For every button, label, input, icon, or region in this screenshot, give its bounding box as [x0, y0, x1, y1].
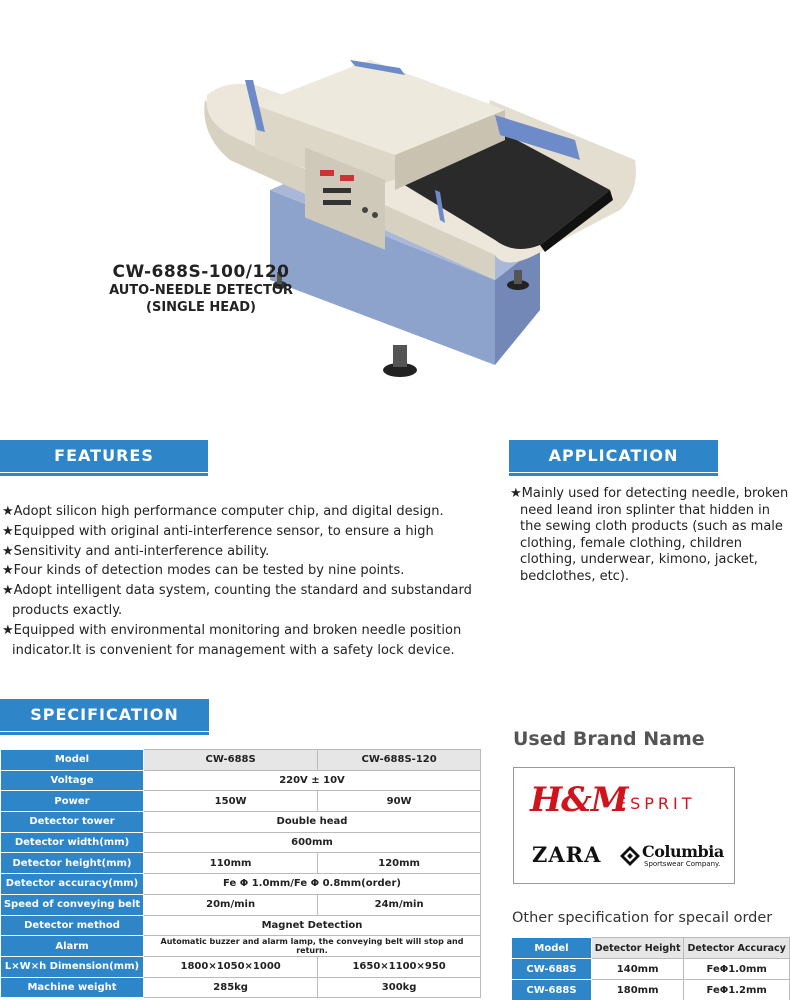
table-row [1, 770, 481, 791]
spec-value: 20m/min [144, 894, 318, 915]
feature-item: ★Adopt intelligent data system, counting the standard and substandard products exactly. [2, 583, 472, 618]
application-header [509, 440, 718, 472]
table-row [1, 936, 481, 957]
table-row [1, 894, 481, 915]
spec-label: Speed of conveying belt [1, 894, 144, 915]
brand-logos-box [513, 767, 735, 884]
other-header: Detector Accuracy [684, 938, 790, 959]
product-line-2: (SINGLE HEAD) [146, 300, 256, 315]
columbia-diamond-icon [620, 846, 640, 866]
spec-value: 110mm [144, 853, 318, 874]
spec-value: 150W [144, 791, 318, 812]
feature-item: ★Adopt silicon high performance computer chip, and digital design. [2, 504, 444, 519]
spec-value: 285kg [144, 977, 318, 998]
spec-value: Fe Φ 1.0mm/Fe Φ 0.8mm(order) [144, 874, 481, 895]
spec-value: 220V ± 10V [144, 770, 481, 791]
spec-label: Alarm [1, 936, 144, 957]
spec-label: Model [1, 750, 144, 771]
specification-table [0, 749, 481, 998]
other-model: CW-688S [512, 959, 592, 980]
spec-value: 90W [318, 791, 481, 812]
features-list [2, 502, 482, 660]
product-model: CW-688S-100/120 [112, 262, 290, 282]
feature-item: ★Sensitivity and anti-interference ability. [2, 543, 270, 559]
spec-value: 120mm [318, 853, 481, 874]
other-value: FeΦ1.2mm [684, 980, 790, 1000]
columbia-logo [620, 842, 730, 876]
spec-value: 1650×1100×950 [318, 956, 481, 977]
spec-label: Voltage [1, 770, 144, 791]
table-row [1, 915, 481, 936]
hm-logo: H&M [530, 780, 628, 820]
table-row [1, 750, 481, 771]
features-header [0, 440, 208, 472]
feature-item: ★Equipped with original anti-interference sensor, to ensure a high [2, 523, 434, 539]
table-row [1, 832, 481, 853]
table-row [1, 812, 481, 833]
spec-value: Magnet Detection [144, 915, 481, 936]
zara-logo: ZARA [532, 842, 602, 867]
other-spec-title: Other specification for specail order [512, 910, 773, 926]
other-value: 140mm [592, 959, 684, 980]
features-header-label: FEATURES [54, 446, 154, 465]
table-row [512, 938, 790, 959]
specification-header-label: SPECIFICATION [30, 705, 179, 724]
table-row [512, 959, 790, 980]
esprit-logo: ESPRIT [616, 794, 696, 813]
table-row [1, 977, 481, 998]
table-row [1, 853, 481, 874]
other-model: CW-688S [512, 980, 592, 1000]
table-row [1, 791, 481, 812]
other-value: FeΦ1.0mm [684, 959, 790, 980]
spec-value: CW-688S [144, 750, 318, 771]
columbia-sub: Sportswear Company. [644, 860, 721, 868]
spec-label: L×W×h Dimension(mm) [1, 956, 144, 977]
spec-label: Detector accuracy(mm) [1, 874, 144, 895]
application-text: ★Mainly used for detecting needle, broken need leand iron splinter that hidden in the sewing cloth products (such as male clothing, female clothing, children clothing, underwear, kimono, jacket, bedclothes, etc). [510, 486, 789, 584]
spec-value: 300kg [318, 977, 481, 998]
spec-value: Double head [144, 812, 481, 833]
table-row [1, 956, 481, 977]
spec-label: Power [1, 791, 144, 812]
columbia-name: Columbia [642, 842, 724, 861]
spec-value: Automatic buzzer and alarm lamp, the conveying belt will stop and return. [144, 936, 481, 957]
feature-item: ★Four kinds of detection modes can be tested by nine points. [2, 563, 405, 579]
feature-item: ★Equipped with environmental monitoring and broken needle position indicator.It is convenient for management with a safety lock device. [2, 622, 462, 658]
spec-label: Detector method [1, 915, 144, 936]
spec-label: Detector tower [1, 812, 144, 833]
spec-value: CW-688S-120 [318, 750, 481, 771]
application-header-label: APPLICATION [548, 446, 679, 465]
spec-value: 600mm [144, 832, 481, 853]
product-line-1: AUTO-NEEDLE DETECTOR [109, 283, 293, 298]
spec-label: Detector height(mm) [1, 853, 144, 874]
table-row [1, 874, 481, 895]
spec-value: 1800×1050×1000 [144, 956, 318, 977]
other-value: 180mm [592, 980, 684, 1000]
other-header: Model [512, 938, 592, 959]
other-header: Detector Height [592, 938, 684, 959]
spec-value: 24m/min [318, 894, 481, 915]
spec-label: Detector width(mm) [1, 832, 144, 853]
product-title-block [96, 262, 306, 316]
specification-header [0, 699, 209, 731]
brands-title: Used Brand Name [513, 728, 705, 750]
spec-label: Machine weight [1, 977, 144, 998]
table-row [512, 980, 790, 1000]
product-photo [195, 40, 645, 385]
other-spec-table [511, 937, 790, 1000]
